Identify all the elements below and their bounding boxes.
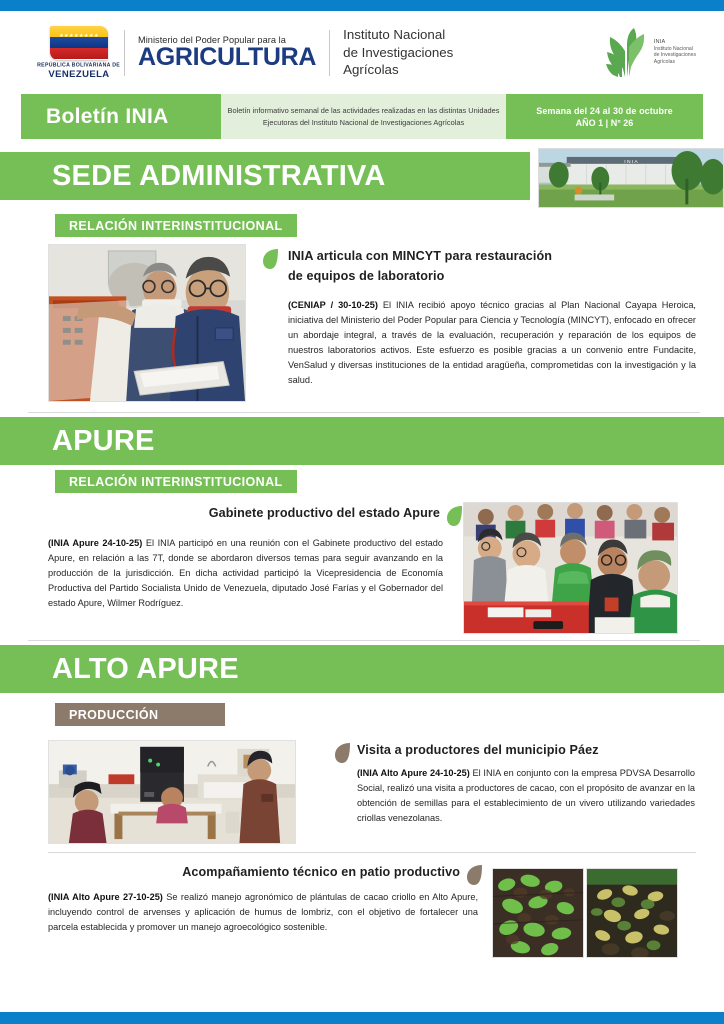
ministry-prefix: Ministerio del Poder Popular para la	[138, 34, 286, 45]
masthead-divider-1	[124, 30, 125, 76]
section-title-2: APURE	[52, 424, 155, 457]
article-title-4-line-1: Acompañamiento técnico en patio productivo	[182, 865, 460, 879]
top-blue-rule	[0, 0, 724, 11]
leaf-bullet-icon-4	[466, 864, 483, 886]
ministry-name: AGRICULTURA	[138, 42, 317, 71]
inia-logo	[605, 27, 696, 77]
article-title-3	[357, 740, 697, 760]
article-text-4: Se realizó manejo agronómico de plántulas de cacao criollo en Alto Apure, incluyendo control de arvenses y aplicación de humus de lombriz, con el objetivo de fortalecer una parcela establecida y promover un manejo agroecológico sostenible.	[48, 892, 479, 932]
badge-produccion	[55, 703, 225, 726]
bulletin-descriptor: Boletín informativo semanal de las actividades realizadas en las distintas Unidades Ejecutoras del Instituto Nacional de Investigaciones Agrícolas	[227, 106, 500, 127]
institute-block	[343, 26, 453, 79]
bulletin-title: Boletín INIA	[46, 104, 169, 128]
institute-line-3: Agrícolas	[343, 62, 399, 78]
badge-relacion-interinstitucional-1	[55, 214, 297, 237]
badge-label-1: RELACIÓN INTERINSTITUCIONAL	[69, 218, 283, 233]
inia-leaf-logo-icon	[605, 27, 649, 77]
masthead-divider-2	[329, 30, 330, 76]
article-title-2-line-1: Gabinete productivo del estado Apure	[208, 506, 440, 520]
photo-seedlings-right	[586, 868, 678, 958]
article-title-2	[120, 503, 440, 523]
bulletin-descriptor-block	[221, 94, 506, 139]
bulletin-title-block	[21, 94, 221, 139]
article-text-2: El INIA participó en una reunión con el Gabinete productivo del estado Apure, en relación a las 7T, donde se abordaron diversos temas para seguir avanzando en la producción de la jurisdicción. En dicha actividad participó la Vicepresidencia de Economía Productiva del Partido Socialista Unido de Venezuela, diputado José Farías y el Gobernador del estado Apure, Wilmer Rodríguez.	[48, 538, 443, 608]
ministry-block	[138, 35, 316, 71]
leaf-bullet-icon-2	[446, 505, 463, 527]
article-body-3	[357, 766, 695, 826]
photo-lab-technicians	[48, 244, 246, 402]
article-body-1	[288, 298, 696, 387]
badge-relacion-interinstitucional-2	[55, 470, 297, 493]
inia-acronym: INIA	[653, 38, 666, 45]
svg-text:I N I A: I N I A	[624, 159, 638, 165]
article-body-4	[48, 890, 478, 935]
article-dateline-2: (INIA Apure 24-10-25)	[48, 538, 143, 548]
article-title-1	[288, 246, 708, 287]
section-divider-1	[28, 412, 700, 413]
photo-header-building	[538, 148, 724, 208]
institute-line-1: Instituto Nacional	[343, 27, 446, 43]
venezuela-flag-block	[37, 26, 121, 80]
badge-label-3: PRODUCCIÓN	[69, 707, 159, 722]
bulletin-week: Semana del 24 al 30 de octubre	[536, 105, 673, 116]
institute-line-2: de Investigaciones	[343, 44, 454, 60]
flag-country-label: VENEZUELA	[48, 68, 110, 80]
section-divider-2	[28, 640, 700, 641]
inia-sub-3: Agrícolas	[653, 58, 676, 65]
badge-label-2: RELACIÓN INTERINSTITUCIONAL	[69, 474, 283, 489]
photo-seedlings-left	[492, 868, 584, 958]
article-title-1-line-1: INIA articula con MINCYT para restauración	[288, 249, 553, 263]
article-text-3: El INIA en conjunto con la empresa PDVSA Desarrollo Social, realizó una visita a productores de cacao, con el propósito de avanzar en la obtención de semillas para el establecimiento de un vivero utilizando variedades criollas venezolanas.	[357, 768, 695, 823]
article-dateline-3: (INIA Alto Apure 24-10-25)	[357, 768, 470, 778]
section-title-1: SEDE ADMINISTRATIVA	[52, 159, 386, 192]
article-text-1: El INIA recibió apoyo técnico gracias al Plan Nacional Cayapa Heroica, iniciativa del Ministerio del Poder Popular para Ciencia y Tecnología (MINCYT), enfocado en ofrecer un abordaje integral, a través de la evaluación, recuperación y reparación de los equipos de nuestros laboratorios activos. Este esfuerzo es posible gracias a un convenio entre Fundacite, VenSalud y diversas instituciones de la entidad aragüeña, comprometidas con la investigación y la salud.	[288, 300, 696, 385]
leaf-bullet-icon-1	[262, 248, 279, 270]
article-title-3-line-1: Visita a productores del municipio Páez	[357, 743, 599, 757]
article-body-2	[48, 536, 443, 611]
section-banner-apure	[0, 417, 724, 465]
bulletin-strip	[0, 94, 724, 139]
flag-republic-label: REPÚBLICA BOLIVARIANA DE	[37, 61, 121, 68]
article-title-4	[130, 862, 460, 882]
photo-paez-visit	[48, 740, 296, 844]
inia-sub-1: Instituto Nacional	[653, 45, 693, 52]
leaf-bullet-icon-3	[334, 742, 351, 764]
section-title-3: ALTO APURE	[52, 652, 239, 685]
section-divider-3	[48, 852, 696, 853]
section-banner-sede-administrativa	[0, 152, 530, 200]
article-title-1-line-2: de equipos de laboratorio	[288, 269, 445, 284]
photo-apure-meeting	[463, 502, 678, 634]
inia-sub-2: de Investigaciones	[653, 52, 696, 59]
article-dateline-1: (CENIAP / 30-10-25)	[288, 300, 378, 310]
bulletin-issue: AÑO 1 | N° 26	[575, 117, 634, 128]
bulletin-issue-block	[506, 94, 703, 139]
bottom-blue-rule	[0, 1012, 724, 1024]
inia-logo-text	[654, 39, 696, 66]
masthead	[0, 11, 724, 94]
venezuela-flag-icon: ★★★★★★★★	[50, 26, 108, 60]
section-banner-alto-apure	[0, 645, 724, 693]
article-dateline-4: (INIA Alto Apure 27-10-25)	[48, 892, 163, 902]
